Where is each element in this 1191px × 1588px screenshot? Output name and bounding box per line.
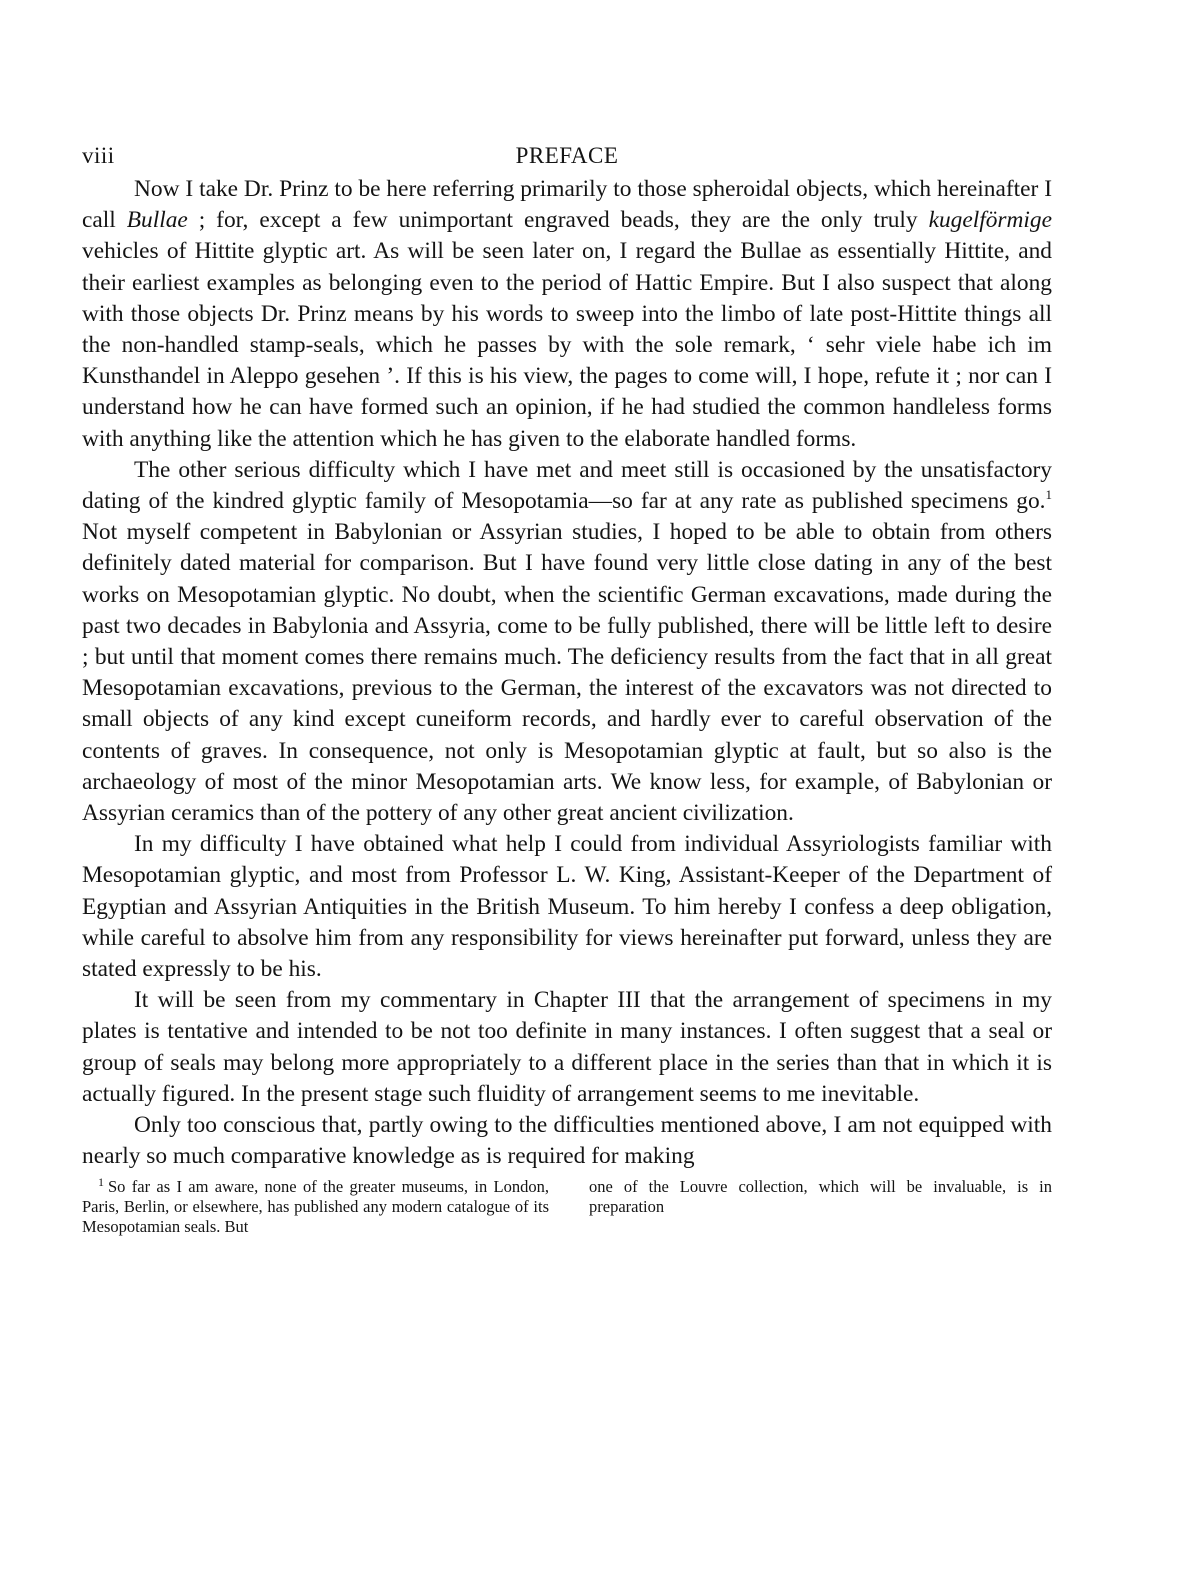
paragraph-2: The other serious difficulty which I have met and meet still is occasioned by the unsatisfactory dating of the kindred glyptic family of Mesopotamia—so far at any rate as published specimens go.$^1$ Not myself competent in Babylonian or Assyrian studies, I hoped to be able to obtain from others definitely dated material for comparison. But I have found very little close dating in any of the best works on Mesopotamian glyptic. No doubt, when the scientific German excavations, made during the past two decades in Babylonia and Assyria, come to be fully published, there will be little left to desire ; but until that moment comes there remains much. The deficiency results from the fact that in all great Mesopotamian excavations, previous to the German, the interest of the excavators was not directed to small objects of any kind except cuneiform records, and hardly ever to careful observation of the contents of graves. In consequence, not only is Mesopotamian glyptic at fault, but so also is the archaeology of most of the minor Mesopotamian arts. We know less, for example, of Babylonian or Assyrian ceramics than of the pottery of any other great ancient civilization. — [82, 456, 1052, 827]
paragraph-4: It will be seen from my commentary in Chapter III that the arrangement of specimens in my plates is tentative and intended to be not too definite in many instances. I often suggest that a seal or group of seals may belong more appropriately to a different place in the series than that in which it is actually figured. In the present stage such fluidity of arrangement seems to me inevitable. — [82, 987, 1052, 1107]
footnote-text-right: one of the Louvre collection, which will be invaluable, is in preparation — [589, 1176, 1052, 1216]
footnote-column-right — [589, 1177, 1052, 1237]
italic-term-kugelformige: kugelförmige — [928, 207, 1052, 234]
page-number: viii — [82, 143, 115, 168]
body-text — [82, 174, 1052, 1173]
paragraph-1: Now I take Dr. Prinz to be here referring primarily to those spheroidal objects, which hereinafter I call Bullae ; for, except a few unimportant engraved beads, they are the only truly kugelförmige vehicles of Hittite glyptic art. As will be seen later on, I regard the Bullae as essentially Hittite, and their earliest examples as belonging even to the period of Hattic Empire. But I also suspect that along with those objects Dr. Prinz means by his words to sweep into the limbo of late post-Hittite things all the non-handled stamp-seals, which he passes by with the sole remark, ‘ sehr viele habe ich im Kunsthandel in Aleppo gesehen ’. If this is his view, the pages to come will, I hope, refute it ; nor can I understand how he can have formed such an opinion, if he had studied the common handleless forms with anything like the attention which he has given to the elaborate handled forms. — [82, 176, 1052, 452]
running-title: PREFACE — [515, 143, 619, 168]
book-page — [82, 140, 1052, 1237]
footnotes — [82, 1174, 1052, 1237]
footnote-text-left: So far as I am aware, none of the greater museums, in London, Paris, Berlin, or elsewhere, has published any modern catalogue of its Mesopotamian seals. But — [82, 1176, 549, 1236]
italic-term-bullae: Bullae — [126, 207, 188, 234]
paragraph-3: In my difficulty I have obtained what help I could from individual Assyriologists familiar with Mesopotamian glyptic, and most from Professor L. W. King, Assistant-Keeper of the Department of Egyptian and Assyrian Antiquities in the British Museum. To him hereby I confess a deep obligation, while careful to absolve him from any responsibility for views hereinafter put forward, unless they are stated expressly to be his. — [82, 831, 1052, 983]
paragraph-5: Only too conscious that, partly owing to the difficulties mentioned above, I am not equipped with nearly so much comparative knowledge as is required for making — [82, 1112, 1052, 1170]
footnote-marker: 1 — [98, 1174, 104, 1189]
running-head — [82, 140, 1052, 172]
footnote-column-left — [82, 1174, 549, 1237]
footnote-reference[interactable]: 1 — [1045, 487, 1052, 503]
